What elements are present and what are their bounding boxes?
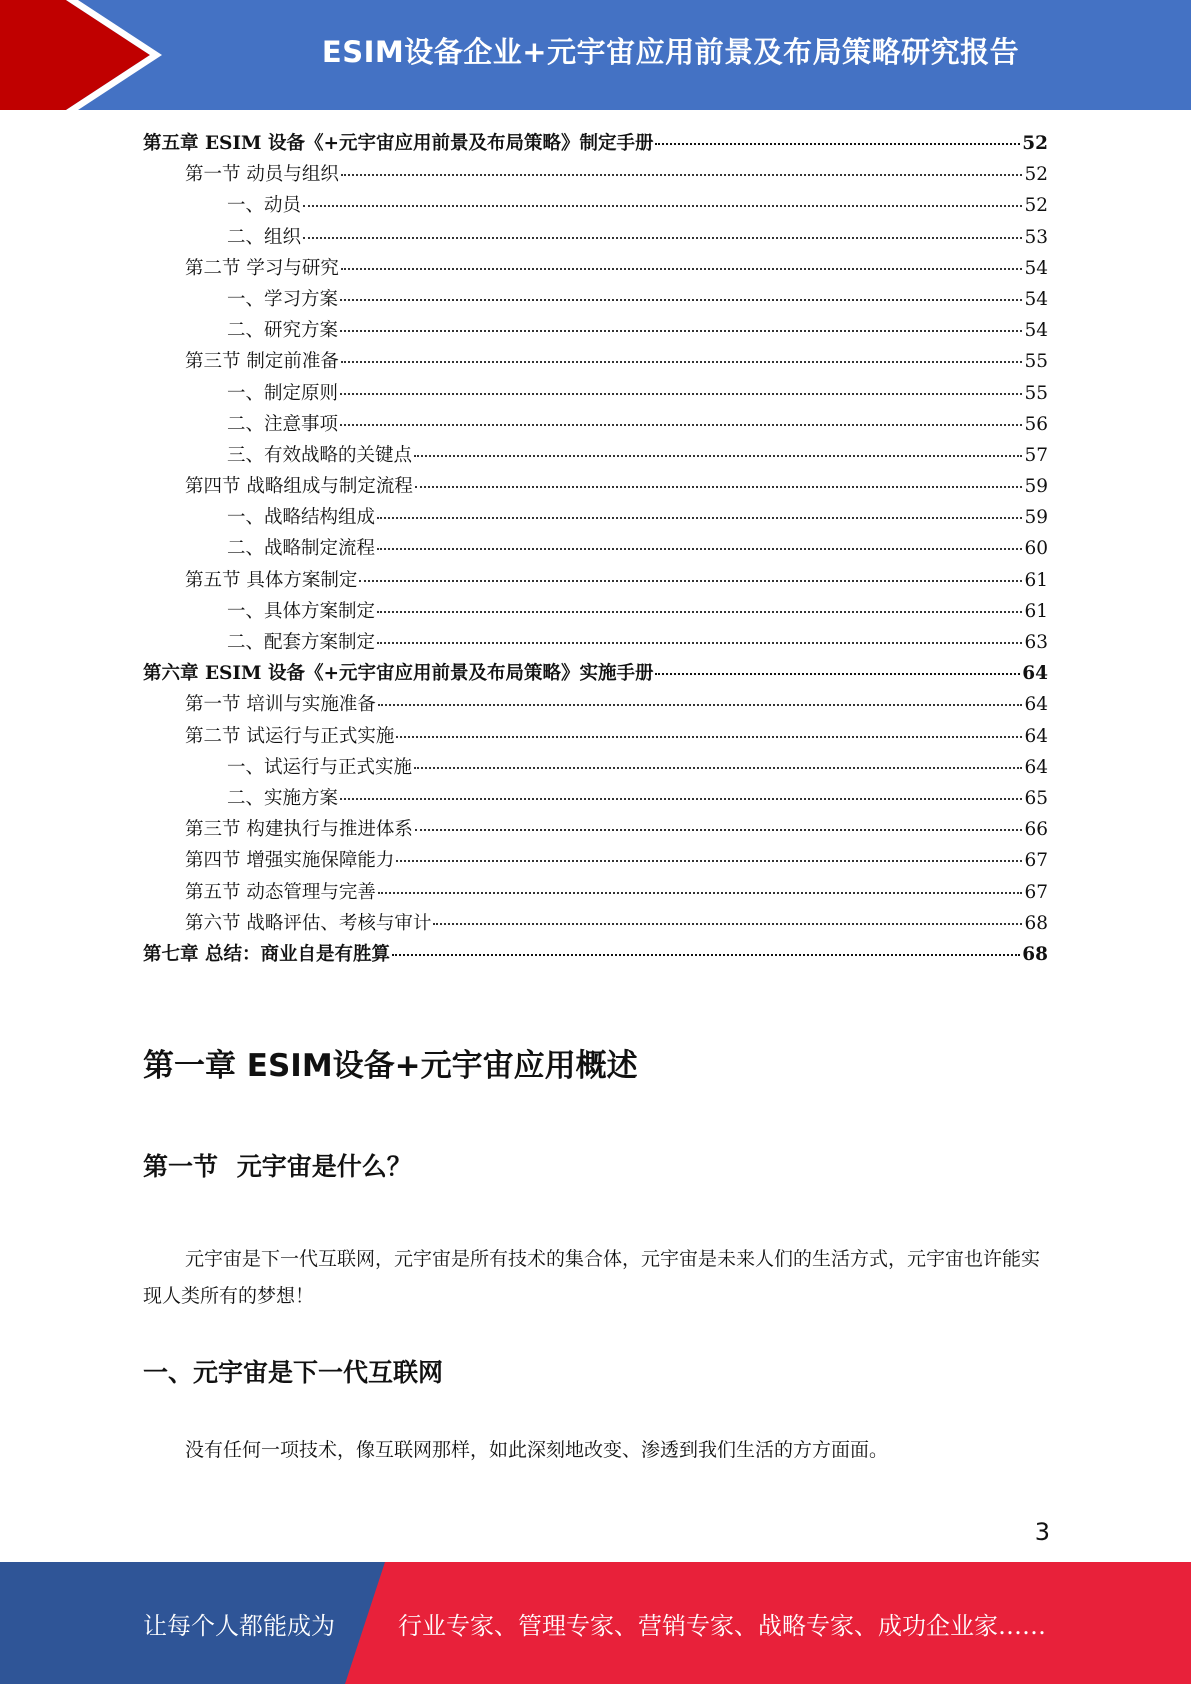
toc-entry-page: 64 (1022, 663, 1048, 685)
toc-leader-dots (303, 237, 1022, 239)
toc-leader-dots (340, 393, 1022, 395)
sub-heading: 一、元宇宙是下一代互联网 (143, 1358, 444, 1387)
toc-entry-title: 第五节 动态管理与完善 (185, 881, 376, 903)
toc-leader-dots (340, 330, 1022, 332)
toc-entry-page: 59 (1024, 507, 1048, 529)
report-title: ESIM设备企业+元宇宙应用前景及布局策略研究报告 (321, 34, 1020, 69)
toc-entry-title: 第四节 战略组成与制定流程 (185, 476, 413, 498)
toc-entry-page: 52 (1024, 164, 1048, 186)
toc-entry[interactable] (143, 471, 1048, 502)
toc-entry-title: 一、试运行与正式实施 (227, 756, 413, 778)
toc-entry-page: 57 (1024, 444, 1048, 466)
footer-slogan-left: 让每个人都能成为 (143, 1611, 335, 1640)
footer-slogan-right: 行业专家、管理专家、营销专家、战略专家、成功企业家…… (398, 1611, 1046, 1640)
toc-entry-page: 66 (1024, 819, 1048, 841)
toc-entry-title: 一、战略结构组成 (227, 507, 376, 529)
toc-entry-title: 第一节 动员与组织 (185, 164, 339, 186)
toc-leader-dots (378, 704, 1023, 706)
toc-entry[interactable] (143, 128, 1048, 159)
toc-entry[interactable] (143, 814, 1048, 845)
toc-entry-page: 52 (1024, 195, 1048, 217)
page-number: 3 (1034, 1518, 1050, 1546)
toc-entry[interactable] (143, 845, 1048, 876)
toc-leader-dots (340, 299, 1022, 301)
toc-entry-page: 61 (1024, 569, 1048, 591)
chapter-heading: 第一章 ESIM设备+元宇宙应用概述 (143, 1048, 638, 1084)
toc-entry-title: 一、动员 (227, 195, 302, 217)
toc-entry[interactable] (143, 721, 1048, 752)
toc-entry-title: 第二节 试运行与正式实施 (185, 725, 395, 747)
toc-entry[interactable] (143, 877, 1048, 908)
toc-entry-title: 第二节 学习与研究 (185, 257, 339, 279)
toc-entry-page: 55 (1024, 382, 1048, 404)
toc-entry[interactable] (143, 253, 1048, 284)
toc-entry[interactable] (143, 378, 1048, 409)
toc-leader-dots (341, 174, 1023, 176)
toc-entry[interactable] (143, 627, 1048, 658)
body-paragraph: 没有任何一项技术，像互联网那样，如此深刻地改变、渗透到我们生活的方方面面。 (185, 1439, 889, 1461)
toc-entry-page: 54 (1024, 288, 1048, 310)
toc-leader-dots (433, 923, 1022, 925)
toc-entry[interactable] (143, 159, 1048, 190)
toc-entry[interactable] (143, 346, 1048, 377)
toc-entry-title: 第五章 ESIM 设备《+元宇宙应用前景及布局策略》制定手册 (143, 133, 654, 154)
toc-entry-title: 第六章 ESIM 设备《+元宇宙应用前景及布局策略》实施手册 (143, 663, 654, 685)
toc-entry-title: 第一节 培训与实施准备 (185, 694, 376, 716)
toc-entry[interactable] (143, 596, 1048, 627)
toc-leader-dots (655, 143, 1020, 145)
toc-leader-dots (396, 860, 1022, 862)
toc-entry[interactable] (143, 658, 1048, 689)
toc-entry[interactable] (143, 315, 1048, 346)
toc-entry-title: 一、具体方案制定 (227, 600, 376, 622)
toc-entry-page: 53 (1024, 226, 1048, 248)
toc-entry-page: 52 (1022, 133, 1048, 154)
toc-leader-dots (377, 548, 1022, 550)
toc-leader-dots (378, 892, 1023, 894)
toc-entry-page: 64 (1024, 694, 1048, 716)
toc-entry-page: 67 (1024, 850, 1048, 872)
toc-entry-page: 64 (1024, 756, 1048, 778)
toc-leader-dots (359, 580, 1022, 582)
section-heading: 第一节 元宇宙是什么？ (143, 1152, 412, 1181)
toc-entry-title: 二、配套方案制定 (227, 632, 376, 653)
toc-entry-page: 65 (1024, 787, 1048, 809)
toc-leader-dots (341, 361, 1023, 363)
toc-leader-dots (341, 268, 1023, 270)
toc-entry[interactable] (143, 222, 1048, 253)
toc-entry-title: 第三节 构建执行与推进体系 (185, 819, 413, 841)
toc-leader-dots (377, 642, 1022, 644)
toc-leader-dots (340, 424, 1022, 426)
toc-entry[interactable] (143, 502, 1048, 533)
toc-leader-dots (415, 486, 1023, 488)
toc-entry-title: 第三节 制定前准备 (185, 351, 339, 373)
toc-entry-title: 二、战略制定流程 (227, 538, 376, 560)
page-header (0, 0, 1191, 110)
toc-entry[interactable] (143, 939, 1048, 970)
toc-entry-page: 55 (1024, 351, 1048, 373)
toc-entry[interactable] (143, 565, 1048, 596)
toc-leader-dots (414, 455, 1022, 457)
toc-entry-page: 54 (1024, 257, 1048, 279)
toc-entry[interactable] (143, 533, 1048, 564)
toc-leader-dots (655, 673, 1020, 675)
toc-entry-title: 第六节 战略评估、考核与审计 (185, 912, 432, 934)
toc-leader-dots (396, 736, 1022, 738)
toc-entry-page: 56 (1024, 413, 1048, 435)
toc-entry-title: 三、有效战略的关键点 (227, 444, 413, 466)
toc-leader-dots (303, 205, 1022, 207)
toc-entry-page: 68 (1022, 943, 1048, 965)
toc-entry-title: 二、研究方案 (227, 320, 339, 342)
toc-entry-page: 68 (1024, 912, 1048, 934)
toc-entry-page: 67 (1024, 881, 1048, 903)
toc-entry-title: 二、组织 (227, 226, 302, 248)
toc-leader-dots (414, 767, 1022, 769)
toc-leader-dots (415, 829, 1023, 831)
toc-entry-title: 第七章 总结：商业自是有胜算 (143, 943, 390, 965)
toc-leader-dots (377, 517, 1022, 519)
toc-entry-page: 61 (1024, 600, 1048, 622)
toc-entry[interactable] (143, 440, 1048, 471)
toc-entry[interactable] (143, 190, 1048, 221)
toc-entry-title: 一、制定原则 (227, 382, 339, 404)
toc-entry[interactable] (143, 689, 1048, 720)
page-footer (0, 1562, 1191, 1684)
toc-entry-page: 64 (1024, 725, 1048, 747)
toc-entry[interactable] (143, 752, 1048, 783)
table-of-contents (143, 128, 1048, 970)
toc-entry[interactable] (143, 783, 1048, 814)
toc-entry-title: 一、学习方案 (227, 288, 339, 310)
toc-entry-title: 二、实施方案 (227, 787, 339, 809)
toc-leader-dots (377, 611, 1022, 613)
toc-leader-dots (340, 798, 1022, 800)
toc-leader-dots (392, 954, 1020, 956)
toc-entry-page: 63 (1024, 632, 1048, 653)
toc-entry-page: 60 (1024, 538, 1048, 560)
toc-entry-page: 54 (1024, 320, 1048, 342)
toc-entry[interactable] (143, 409, 1048, 440)
toc-entry-title: 第五节 具体方案制定 (185, 569, 358, 591)
toc-entry[interactable] (143, 284, 1048, 315)
toc-entry-page: 59 (1024, 476, 1048, 498)
body-paragraph: 元宇宙是下一代互联网，元宇宙是所有技术的集合体，元宇宙是未来人们的生活方式，元宇宙也许能实现人类所有的梦想！ (143, 1248, 1041, 1307)
toc-entry[interactable] (143, 908, 1048, 939)
toc-entry-title: 二、注意事项 (227, 413, 339, 435)
toc-entry-title: 第四节 增强实施保障能力 (185, 850, 395, 872)
